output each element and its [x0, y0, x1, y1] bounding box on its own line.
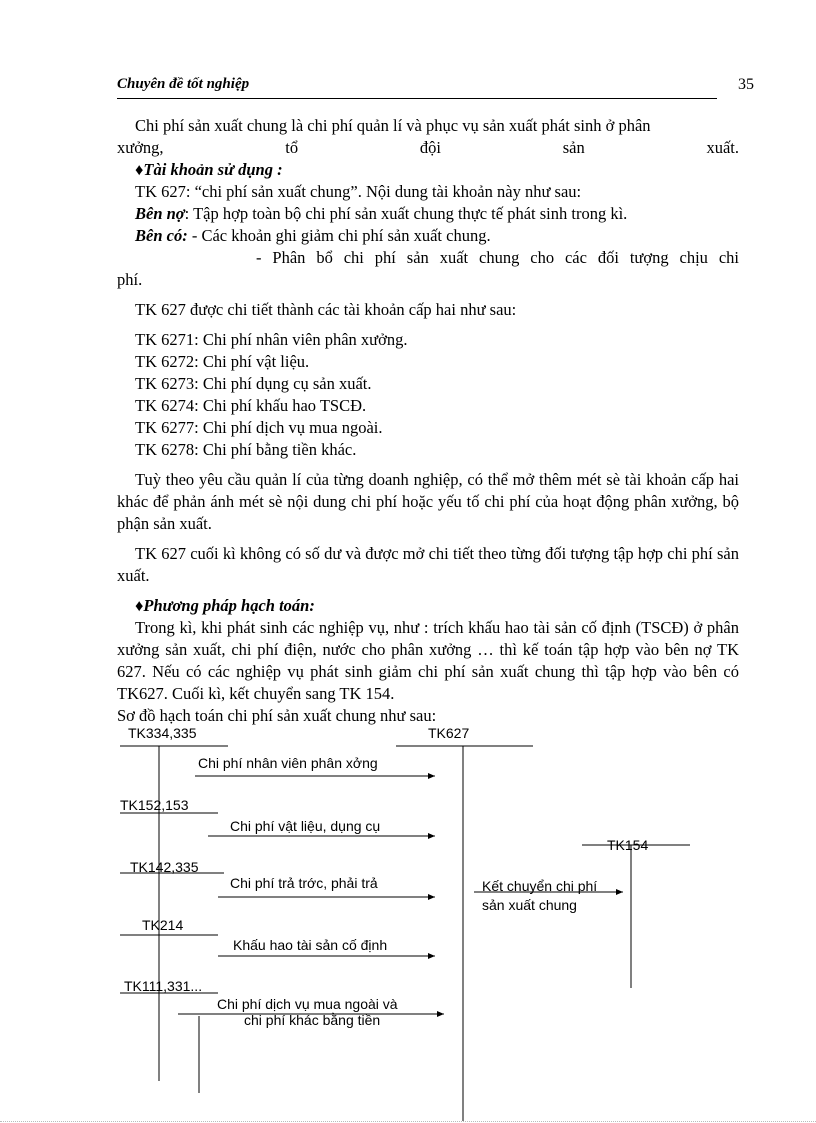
intro-line-2: xưởng, tổ đội sản xuất.	[117, 138, 739, 157]
method-paragraph: Trong kì, khi phát sinh các nghiệp vụ, như : trích khấu hao tài sản cố định (TSCĐ) ở phân xưởng sản xuất, chi phí điện, nước cho phân xưởng … thì kế toán tập hợp vào bên nợ TK 627. Nếu có các nghiệp vụ phát sinh giảm chi phí sản xuất chung thì tập hợp vào bên có TK627. Cuối kì, kết chuyển sang TK 154.	[117, 618, 739, 703]
accounts-heading: ♦Tài khoản sử dụng :	[135, 160, 283, 179]
sub-account-item: TK 6278: Chi phí bằng tiền khác.	[135, 440, 357, 459]
sub-account-item: TK 6273: Chi phí dụng cụ sản xuất.	[135, 374, 372, 393]
diagram-intro: Sơ đồ hạch toán chi phí sản xuất chung như sau:	[117, 706, 437, 725]
method-heading: ♦Phương pháp hạch toán:	[135, 596, 315, 615]
entry-services-1: Chi phí dịch vụ mua ngoài và	[217, 996, 398, 1012]
credit-text: - Các khoản ghi giảm chi phí sản xuất chung.	[187, 226, 491, 245]
intro-line-1: Chi phí sản xuất chung là chi phí quản lí và phục vụ sản xuất phát sinh ở phân	[135, 116, 651, 135]
credit-sub-line-2: phí.	[117, 270, 143, 289]
label-tk214: TK214	[142, 917, 184, 933]
sub-account-item: TK 6271: Chi phí nhân viên phân xưởng.	[135, 330, 408, 349]
entry-staff: Chi phí nhân viên phân xởng	[198, 755, 378, 771]
label-tk334: TK334,335	[128, 725, 197, 741]
label-tk111: TK111,331...	[124, 978, 203, 994]
label-tk154: TK154	[607, 837, 649, 853]
detail-intro: TK 627 được chi tiết thành các tài khoản cấp hai như sau:	[135, 300, 517, 319]
label-tk627: TK627	[428, 725, 470, 741]
page-bottom-border	[0, 1121, 816, 1122]
entry-prepaid: Chi phí trả trớc, phải trả	[230, 875, 378, 891]
entry-services-2: chi phí khác bằng tiền	[244, 1012, 381, 1028]
sub-account-item: TK 6272: Chi phí vật liệu.	[135, 352, 310, 371]
label-tk142: TK142,335	[130, 859, 199, 875]
entry-transfer-2: sản xuất chung	[482, 897, 577, 913]
debit-label: Bên nợ	[135, 204, 185, 223]
entry-materials: Chi phí vật liệu, dụng cụ	[230, 818, 381, 834]
sub-account-item: TK 6274: Chi phí khấu hao TSCĐ.	[135, 396, 367, 415]
sub-account-item: TK 6277: Chi phí dịch vụ mua ngoài.	[135, 418, 383, 437]
label-tk152: TK152,153	[120, 797, 189, 813]
credit-sub-line-1: - Phân bổ chi phí sản xuất chung cho các đối tượng chịu chi	[256, 248, 739, 267]
credit-label: Bên có:	[135, 226, 188, 245]
debit-text: : Tập hợp toàn bộ chi phí sản xuất chung thực tế phát sinh trong kì.	[184, 204, 628, 223]
page-number: 35	[738, 76, 754, 93]
tk627-description: TK 627: “chi phí sản xuất chung”. Nội dung tài khoản này như sau:	[135, 182, 582, 201]
entry-depreciation: Khấu hao tài sản cố định	[233, 937, 388, 953]
entry-transfer-1: Kết chuyển chi phí	[482, 878, 598, 894]
balance-paragraph: TK 627 cuối kì không có số dư và được mở chi tiết theo từng đối tượng tập hợp chi phí sản xuất.	[117, 544, 739, 585]
header-title: Chuyên đề tốt nghiệp	[117, 76, 250, 92]
extra-accounts-paragraph: Tuỳ theo yêu cầu quản lí của từng doanh nghiệp, có thể mở thêm mét sè tài khoản cấp hai khác để phản ánh mét sè nội dung chi phí hoặc yếu tố chi phí của hoạt động phân xưởng, bộ phận sản xuất.	[117, 470, 739, 533]
